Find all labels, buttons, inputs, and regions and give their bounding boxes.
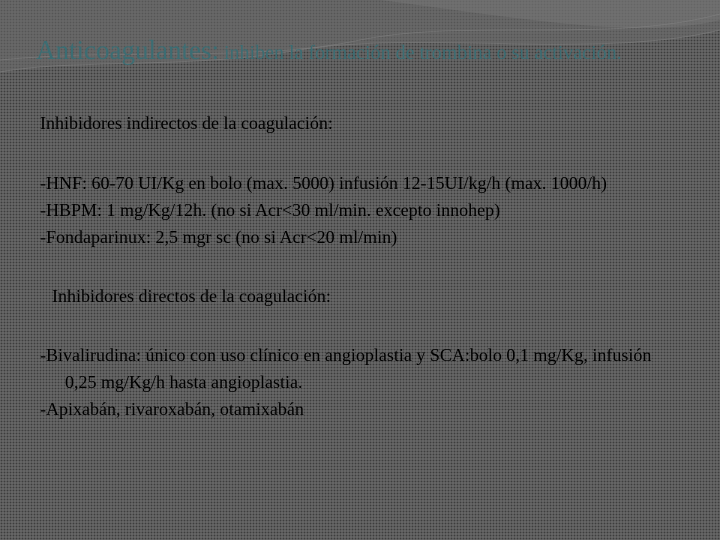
indirect-list [40, 170, 607, 251]
list-item: -Fondaparinux: 2,5 mgr sc (no si Acr<20 ml/min) [40, 227, 398, 247]
title-main: Anticoagulantes: [36, 35, 219, 65]
title-subtitle: inhiben la formación de trombina o su activación. [218, 42, 622, 64]
list-item: -HNF: 60-70 UI/Kg en bolo (max. 5000) infusión 12-15UI/kg/h (max. 1000/h) [40, 173, 607, 193]
slide-title [36, 24, 696, 72]
list-item: -HBPM: 1 mg/Kg/12h. (no si Acr<30 ml/min. excepto innohep) [40, 200, 501, 220]
list-item: -Bivalirudina: único con uso clínico en angioplastia y SCA:bolo 0,1 mg/Kg, infusión 0,25 mg/Kg/h hasta angioplastia. [40, 345, 652, 392]
section-heading-direct: Inhibidores directos de la coagulación: [52, 286, 331, 306]
section-heading-indirect: Inhibidores indirectos de la coagulación: [40, 113, 333, 133]
direct-list [40, 342, 685, 423]
list-item: -Apixabán, rivaroxabán, otamixabán [40, 399, 304, 419]
